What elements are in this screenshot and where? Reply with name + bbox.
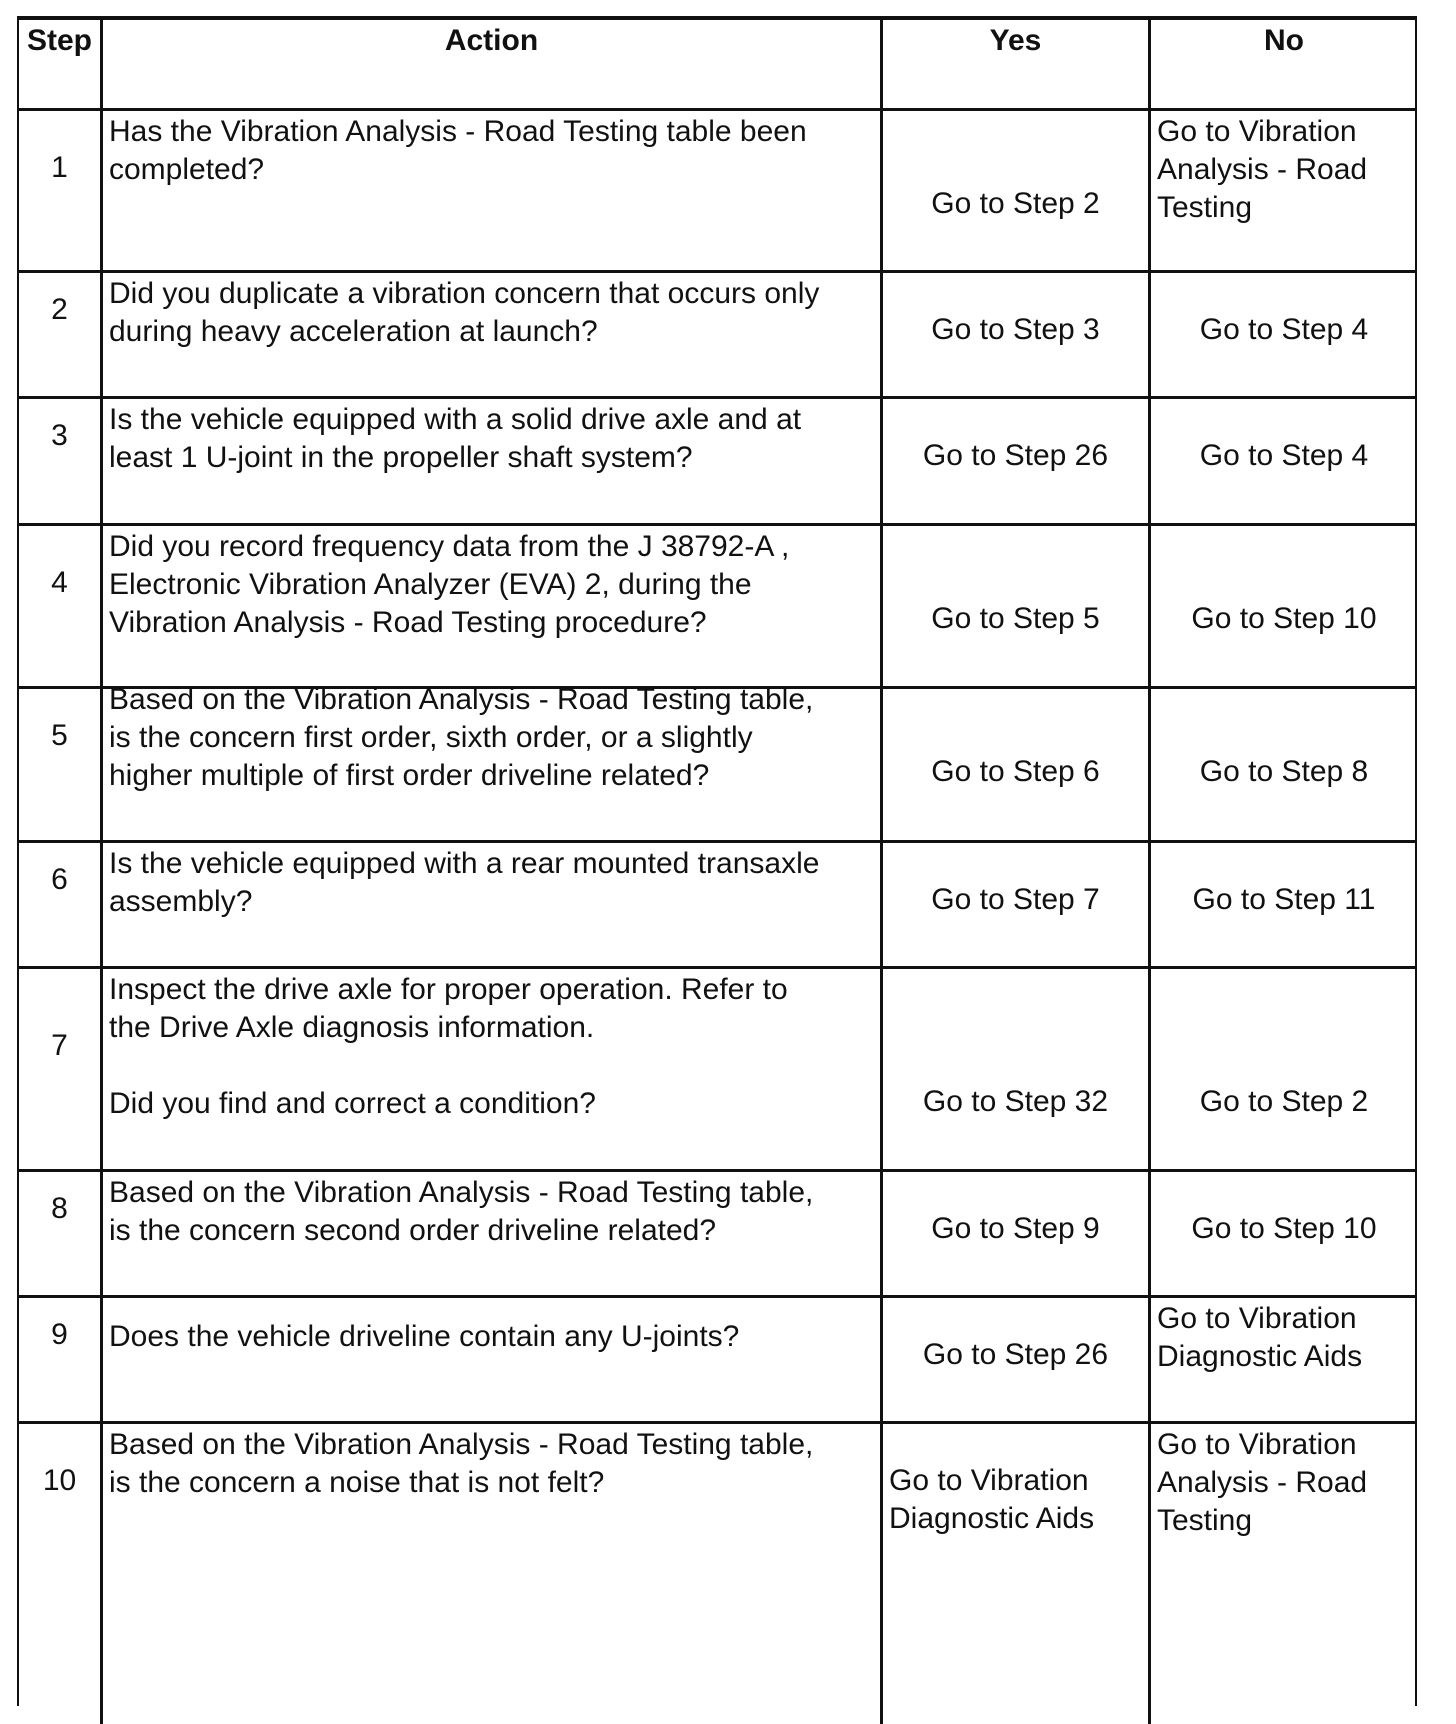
table-row	[19, 683, 1415, 843]
no-result: Go to Step 10	[1191, 1212, 1377, 1245]
no-result: Go to Step 4	[1199, 313, 1369, 346]
no-cell	[1151, 273, 1417, 396]
no-result: Go to Step 11	[1192, 883, 1376, 916]
action-cell	[103, 273, 883, 396]
action-cell	[103, 399, 883, 523]
header-yes: Yes	[883, 20, 1151, 108]
no-cell	[1151, 526, 1417, 686]
table-row	[19, 399, 1415, 526]
no-result: Go to Vibration Analysis - Road Testing	[1157, 115, 1368, 224]
step-number: 4	[51, 566, 68, 599]
table-header-row	[19, 20, 1415, 111]
no-result: Go to Step 10	[1191, 602, 1377, 635]
yes-result: Go to Vibration Diagnostic Aids	[889, 1464, 1095, 1535]
step-number: 3	[51, 419, 68, 452]
action-text: Based on the Vibration Analysis - Road Testing table, is the concern a noise that is not felt?	[109, 1428, 814, 1499]
step-cell	[19, 1298, 103, 1421]
no-result: Go to Step 2	[1199, 1085, 1369, 1118]
action-text: Based on the Vibration Analysis - Road Testing table, is the concern first order, sixth order, or a slightly higher multiple of first order driveline related?	[109, 683, 814, 792]
yes-result: Go to Step 7	[931, 883, 1100, 916]
step-cell	[19, 689, 103, 840]
step-cell	[19, 111, 103, 270]
header-step: Step	[19, 20, 103, 108]
step-cell	[19, 273, 103, 396]
yes-result: Go to Step 32	[922, 1085, 1109, 1118]
yes-result: Go to Step 3	[931, 313, 1100, 346]
step-number: 10	[42, 1464, 77, 1497]
yes-result: Go to Step 26	[922, 1338, 1109, 1371]
step-cell	[19, 399, 103, 523]
action-text: Has the Vibration Analysis - Road Testing table been completed?	[109, 115, 807, 186]
yes-result: Go to Step 9	[931, 1212, 1100, 1245]
yes-result: Go to Step 6	[931, 755, 1100, 788]
action-cell	[103, 526, 883, 686]
step-number: 8	[51, 1192, 68, 1225]
no-cell	[1151, 1424, 1417, 1724]
no-cell	[1151, 969, 1417, 1169]
action-text: Is the vehicle equipped with a solid drive axle and at least 1 U-joint in the propeller shaft system?	[109, 403, 802, 474]
no-result: Go to Step 8	[1199, 755, 1369, 788]
action-cell	[103, 969, 883, 1169]
yes-result: Go to Step 26	[922, 439, 1109, 472]
yes-cell	[883, 843, 1151, 966]
no-cell	[1151, 843, 1417, 966]
step-cell	[19, 526, 103, 686]
no-cell	[1151, 111, 1417, 270]
step-cell	[19, 843, 103, 966]
yes-result: Go to Step 2	[931, 187, 1100, 220]
yes-result: Go to Step 5	[931, 602, 1100, 635]
action-text: Based on the Vibration Analysis - Road Testing table, is the concern second order driveline related?	[109, 1176, 814, 1247]
table-row	[19, 111, 1415, 273]
yes-cell	[883, 969, 1151, 1169]
table-row	[19, 1424, 1415, 1724]
table-row	[19, 1298, 1415, 1424]
no-result: Go to Vibration Diagnostic Aids	[1157, 1302, 1363, 1373]
table-row	[19, 526, 1415, 689]
step-cell	[19, 969, 103, 1169]
step-cell	[19, 1424, 103, 1724]
step-number: 6	[51, 863, 68, 896]
no-cell	[1151, 689, 1417, 840]
action-cell	[103, 843, 883, 966]
yes-cell	[883, 1298, 1151, 1421]
table-row	[19, 273, 1415, 399]
action-text: Did you duplicate a vibration concern that occurs only during heavy acceleration at launch?	[109, 277, 820, 348]
yes-cell	[883, 526, 1151, 686]
yes-cell	[883, 111, 1151, 270]
step-number: 5	[51, 719, 68, 752]
table-row	[19, 843, 1415, 969]
yes-cell	[883, 689, 1151, 840]
action-cell	[103, 683, 883, 840]
action-text: Does the vehicle driveline contain any U-joints?	[109, 1320, 740, 1353]
action-cell	[103, 1424, 883, 1724]
no-cell	[1151, 1172, 1417, 1295]
no-cell	[1151, 399, 1417, 523]
yes-cell	[883, 1424, 1151, 1724]
yes-cell	[883, 273, 1151, 396]
diagnostic-table	[17, 16, 1417, 1706]
step-number: 2	[51, 293, 68, 326]
action-cell	[103, 1172, 883, 1295]
table-row	[19, 1172, 1415, 1298]
action-cell	[103, 1298, 883, 1421]
step-cell	[19, 1172, 103, 1295]
yes-cell	[883, 1172, 1151, 1295]
no-result: Go to Step 4	[1199, 439, 1369, 472]
action-text: Did you record frequency data from the J 38792-A , Electronic Vibration Analyzer (EVA) 2, during the Vibration Analysis - Road Testing procedure?	[109, 530, 790, 639]
header-action: Action	[103, 20, 883, 108]
no-cell	[1151, 1298, 1417, 1421]
action-text: Is the vehicle equipped with a rear mounted transaxle assembly?	[109, 847, 820, 918]
action-text: Inspect the drive axle for proper operation. Refer to the Drive Axle diagnosis information. Did you find and correct a condition?	[109, 973, 788, 1120]
no-result: Go to Vibration Analysis - Road Testing	[1157, 1428, 1368, 1537]
table-row	[19, 969, 1415, 1172]
action-cell	[103, 111, 883, 270]
yes-cell	[883, 399, 1151, 523]
step-number: 7	[51, 1029, 68, 1062]
header-no: No	[1264, 24, 1304, 57]
step-number: 1	[51, 151, 68, 184]
step-number: 9	[51, 1318, 68, 1351]
